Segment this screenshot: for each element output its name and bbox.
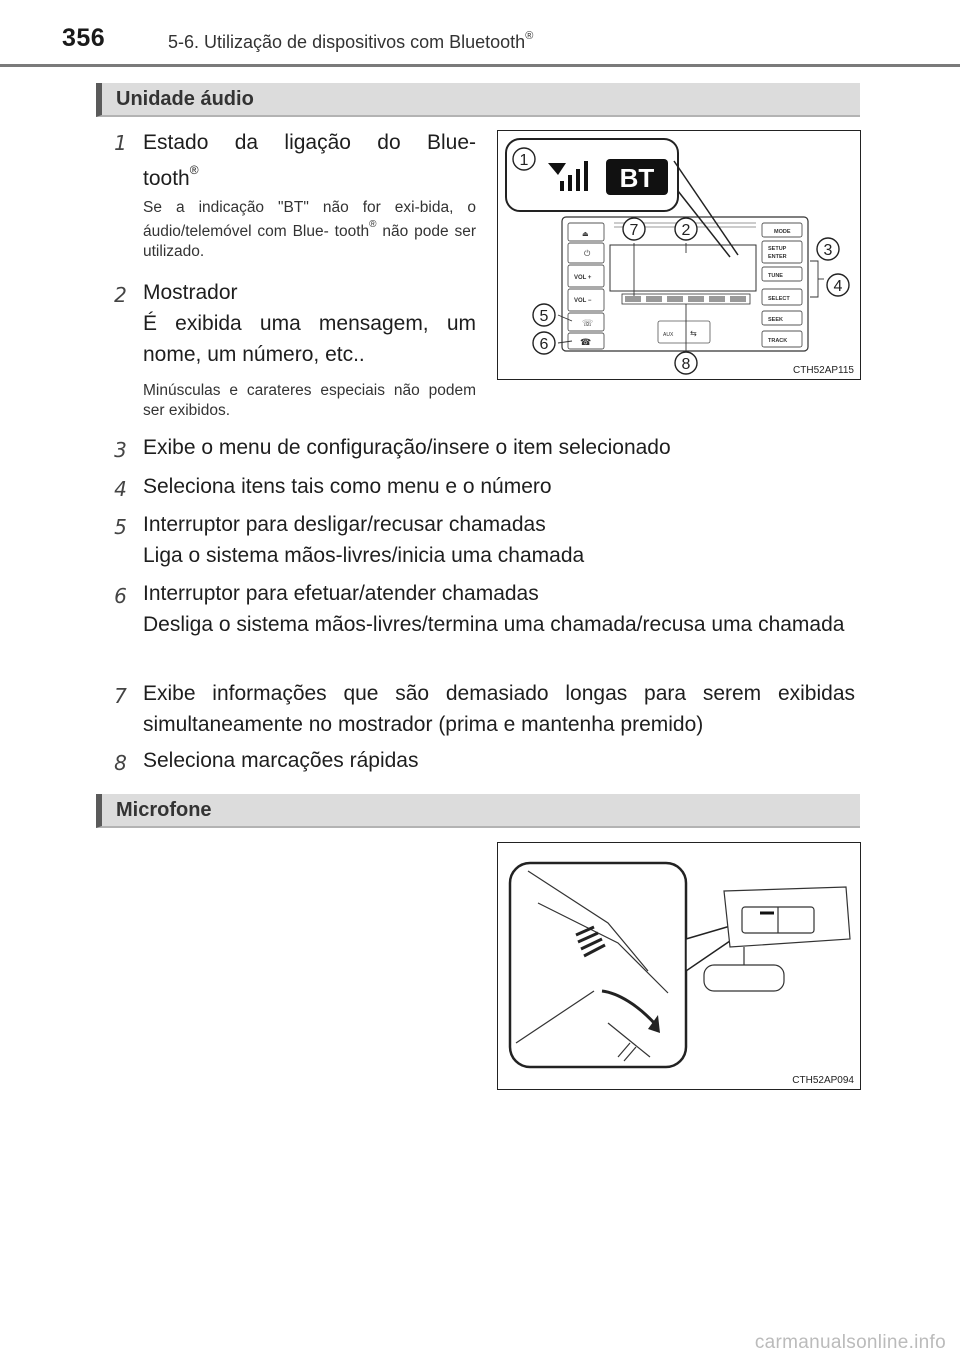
svg-text:VOL +: VOL +: [574, 275, 592, 281]
item-number: 8: [114, 751, 127, 775]
item-6-text: Interruptor para efetuar/atender chamadas Desliga o sistema mãos-livres/termina uma chamada/recusa uma chamada: [143, 582, 845, 636]
item-number: 1: [114, 131, 127, 155]
svg-text:5: 5: [539, 308, 549, 325]
figure-code: CTH52AP115: [793, 365, 854, 376]
svg-text:BT: BT: [619, 163, 655, 193]
audio-unit-figure: [497, 130, 861, 380]
item-number: 4: [114, 477, 127, 501]
figure-code: CTH52AP094: [792, 1075, 854, 1086]
item-number: 7: [114, 684, 127, 708]
svg-text:⇆: ⇆: [690, 329, 697, 338]
item-1-note: Se a indicação "BT" não for exi-bida, o áudio/telemóvel com Blue- tooth® não pode ser utilizado.: [143, 199, 476, 261]
svg-text:MODE: MODE: [774, 229, 791, 235]
item-4-text: Seleciona itens tais como menu e o número: [143, 475, 552, 498]
svg-text:⏏: ⏏: [582, 230, 589, 238]
svg-text:8: 8: [681, 356, 691, 373]
item-number: 6: [114, 584, 127, 608]
svg-text:VOL −: VOL −: [574, 298, 592, 304]
header-rule: [0, 64, 960, 67]
svg-text:3: 3: [823, 242, 833, 259]
svg-text:7: 7: [629, 222, 639, 239]
item-3-text: Exibe o menu de configuração/insere o item selecionado: [143, 436, 671, 459]
svg-text:4: 4: [833, 278, 843, 295]
item-number: 3: [114, 438, 127, 462]
svg-text:⏻: ⏻: [584, 249, 591, 258]
section-heading-microphone: Microfone: [96, 794, 860, 828]
item-5-text: Interruptor para desligar/recusar chamadas Liga o sistema mãos-livres/inicia uma chamada: [143, 513, 585, 567]
section-heading-audio-unit: Unidade áudio: [96, 83, 860, 117]
item-number: 5: [114, 515, 127, 539]
svg-text:AUX: AUX: [663, 332, 674, 338]
item-2-text: Mostrador É exibida uma mensagem, um nome, um número, etc..: [143, 281, 476, 366]
item-number: 2: [114, 283, 127, 307]
item-7-text: Exibe informações que são demasiado longas para serem exibidas simultaneamente no mostrador (prima e mantenha premido): [143, 682, 855, 736]
svg-text:6: 6: [539, 336, 549, 353]
microphone-figure: [497, 842, 861, 1090]
microphone-illustration: [498, 843, 860, 1089]
watermark: carmanualsonline.info: [754, 1332, 946, 1353]
item-8-text: Seleciona marcações rápidas: [143, 749, 419, 772]
svg-text:☎: ☎: [580, 338, 592, 348]
svg-text:2: 2: [681, 222, 691, 239]
svg-text:SELECT: SELECT: [768, 296, 790, 302]
svg-text:ENTER: ENTER: [768, 254, 787, 260]
svg-text:TUNE: TUNE: [768, 273, 783, 279]
item-1-text: Estado da ligação do Blue- tooth®: [143, 131, 476, 190]
audio-unit-illustration: [498, 131, 860, 379]
svg-text:SEEK: SEEK: [768, 317, 783, 323]
svg-text:SETUP: SETUP: [768, 246, 787, 252]
svg-text:TRACK: TRACK: [768, 338, 788, 344]
svg-text:☏: ☏: [582, 319, 594, 329]
item-2-note: Minúsculas e carateres especiais não podem ser exibidos.: [143, 382, 476, 419]
chapter-title: 5-6. Utilização de dispositivos com Bluetooth®: [168, 30, 534, 52]
page-number: 356: [62, 24, 106, 52]
svg-text:1: 1: [519, 152, 529, 169]
